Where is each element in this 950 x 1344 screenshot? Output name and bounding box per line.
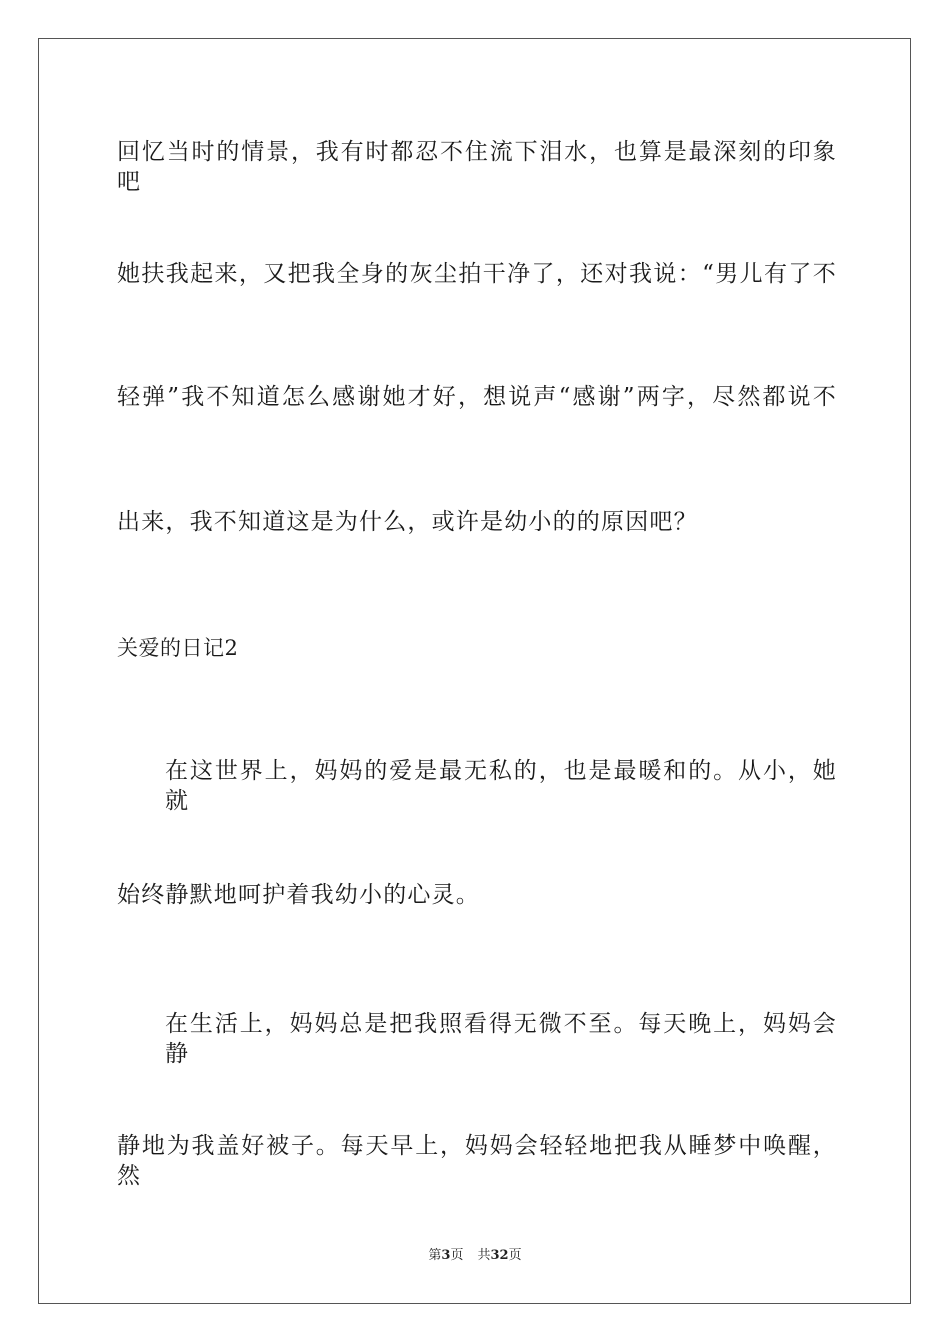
footer-page-suffix: 页	[450, 1248, 464, 1263]
section-heading: 关爱的日记2	[117, 636, 239, 660]
footer-total-pages: 32	[490, 1248, 509, 1263]
text-line-3: 轻弹”我不知道怎么感谢她才好，想说声“感谢”两字，尽然都说不	[117, 384, 837, 410]
paragraph-2-line-2: 静地为我盖好被子。每天早上，妈妈会轻轻地把我从睡梦中唤醒，然	[117, 1133, 837, 1189]
text-line-1: 回忆当时的情景，我有时都忍不住流下泪水，也算是最深刻的印象吧	[117, 139, 837, 195]
paragraph-2-line-1: 在生活上，妈妈总是把我照看得无微不至。每天晚上，妈妈会静	[165, 1011, 837, 1067]
page-footer	[0, 1247, 950, 1265]
paragraph-1-line-2: 始终静默地呵护着我幼小的心灵。	[117, 882, 480, 908]
paragraph-1-line-1: 在这世界上，妈妈的爱是最无私的，也是最暖和的。从小，她就	[165, 758, 837, 814]
footer-total-prefix: 共	[477, 1248, 491, 1263]
text-line-2: 她扶我起来，又把我全身的灰尘拍干净了，还对我说：“男儿有了不	[117, 261, 837, 287]
text-line-4: 出来，我不知道这是为什么，或许是幼小的的原因吧？	[117, 509, 698, 535]
footer-page-number: 3	[441, 1248, 451, 1263]
footer-page-prefix: 第	[428, 1248, 442, 1263]
page-border	[38, 38, 911, 1304]
footer-total-suffix: 页	[508, 1248, 522, 1263]
